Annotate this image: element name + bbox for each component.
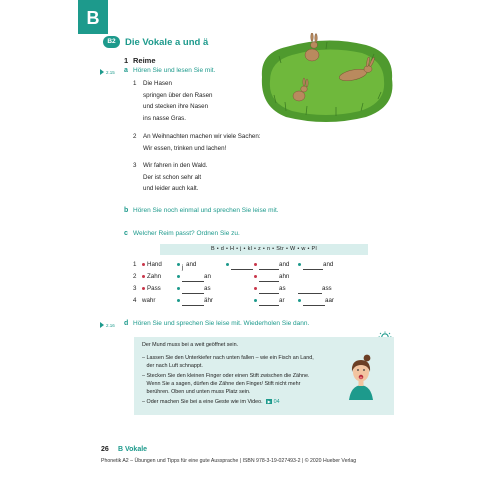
audio-track-d[interactable]: 2.16 <box>100 322 115 328</box>
tip-line: – Stecken Sie den kleinen Finger oder einen Stift zwischen die Zähne. <box>142 373 310 379</box>
rhyme-blank[interactable]: and <box>254 260 289 270</box>
red-dot-icon <box>142 287 145 290</box>
teal-dot-icon <box>298 263 301 266</box>
poem-line: Wir essen, trinken und lachen! <box>143 144 227 152</box>
tip-line: der nach Luft schnappt. <box>142 363 203 369</box>
play-icon <box>100 69 104 75</box>
red-dot-icon <box>254 287 257 290</box>
teal-dot-icon <box>177 299 180 302</box>
part-b-instruction: Hören Sie noch einmal und sprechen Sie leise mit. <box>133 207 279 214</box>
audio-track-a[interactable]: 2.15 <box>100 69 115 75</box>
exercise-number: 1 <box>124 56 129 65</box>
rhyme-blank[interactable]: j and <box>177 260 196 270</box>
play-icon <box>100 322 104 328</box>
red-dot-icon <box>254 275 257 278</box>
page-number: 26 <box>101 446 109 453</box>
table-row: 2 Zahn <box>133 273 162 280</box>
table-row: 4 wahr <box>133 297 156 304</box>
red-dot-icon <box>142 275 145 278</box>
poem-line: Der ist schon sehr alt <box>143 173 202 181</box>
section-header <box>103 36 208 48</box>
section-badge: B2 <box>103 36 120 48</box>
exercise-title: Reime <box>133 56 156 65</box>
teal-dot-icon <box>177 275 180 278</box>
video-icon[interactable]: ▶ <box>267 399 271 404</box>
poem-line: und leider auch kalt. <box>143 185 199 192</box>
rhyme-blank[interactable]: aar <box>298 296 334 306</box>
section-title: Die Vokale a und ä <box>125 36 209 48</box>
chapter-letter: B <box>86 8 100 28</box>
rhyme-blank[interactable]: ass <box>298 284 332 294</box>
red-dot-icon <box>254 263 257 266</box>
poem-line: springen über den Rasen <box>143 91 213 99</box>
tip-intro: Der Mund muss bei a weit geöffnet sein. <box>142 342 239 348</box>
woman-avatar <box>343 352 379 400</box>
teal-dot-icon <box>298 299 301 302</box>
part-a-instruction: Hören Sie und lesen Sie mit. <box>133 67 216 74</box>
poem-line: Wir fahren in den Wald. <box>143 162 208 169</box>
rhyme-blank[interactable]: ahn <box>254 272 289 282</box>
tip-line: – Oder machen Sie bei a eine Geste wie im Video. ▶ 04 <box>142 399 280 405</box>
rhyme-blank[interactable]: an <box>177 272 211 282</box>
table-row: 1 Hand <box>133 261 162 268</box>
part-d-instruction: Hören Sie und sprechen Sie leise mit. Wiederholen Sie dann. <box>133 320 310 327</box>
chapter-tab <box>78 0 108 34</box>
teal-dot-icon <box>254 299 257 302</box>
rhyme-blank[interactable] <box>226 260 253 270</box>
rabbits-illustration <box>256 33 396 125</box>
video-ref[interactable]: 04 <box>273 399 280 405</box>
footer-imprint: Phonetik A2 – Übungen und Tipps für eine gute Aussprache | ISBN 978-3-19-027493-2 | © 2020 Hueber Verlag <box>101 458 357 464</box>
poem-line: An Weihnachten machen wir viele Sachen: <box>143 133 261 140</box>
part-a-letter: a <box>124 67 128 74</box>
tip-line: – Lassen Sie den Unterkiefer nach unten fallen – wie ein Fisch an Land, <box>142 355 314 361</box>
rhyme-blank[interactable]: as <box>254 284 286 294</box>
part-c-instruction: Welcher Reim passt? Ordnen Sie zu. <box>133 230 240 237</box>
rhyme-blank[interactable]: as <box>177 284 211 294</box>
tip-line: Wenn Sie a sagen, dürfen die Zähne den Finger/ Stift nicht mehr <box>142 381 301 387</box>
teal-dot-icon <box>177 263 180 266</box>
part-b-letter: b <box>124 207 129 214</box>
poem-line: ins nasse Gras. <box>143 114 186 122</box>
rhyme-blank[interactable]: and <box>298 260 333 270</box>
poem-line: und stecken ihre Nasen <box>143 103 209 110</box>
rhyme-blank[interactable]: ähr <box>177 296 213 306</box>
poem-2: 2 An Weihnachten machen wir viele Sachen: Wir essen, trinken und lachen! <box>133 131 261 154</box>
word-bank: B • d • H • j • kl • z • n • Str • W • w • Pl <box>160 244 368 255</box>
poem-1: 1 Die Hasen springen über den Rasen und stecken ihre Nasen ins nasse Gras. <box>133 78 213 124</box>
poem-line: Die Hasen <box>143 80 172 87</box>
tip-line: berühren. Oben und unten muss Platz sein. <box>142 389 251 395</box>
teal-dot-icon <box>226 263 229 266</box>
footer-section: B Vokale <box>118 446 148 453</box>
part-d-letter: d <box>124 320 129 327</box>
teal-dot-icon <box>177 287 180 290</box>
red-dot-icon <box>142 263 145 266</box>
rhyme-blank[interactable]: ar <box>254 296 285 306</box>
table-row: 3 Pass <box>133 285 161 292</box>
poem-3: 3 Wir fahren in den Wald. Der ist schon sehr alt und leider auch kalt. <box>133 160 207 195</box>
part-c-letter: c <box>124 230 128 237</box>
